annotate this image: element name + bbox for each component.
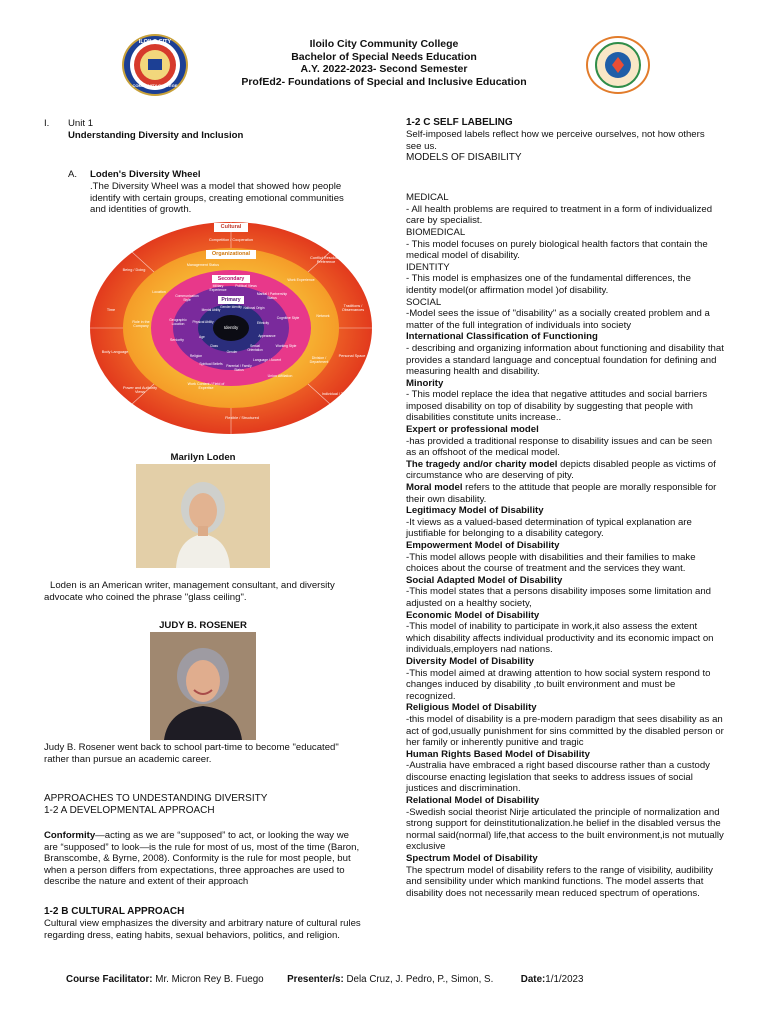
cultural-text: Cultural view emphasizes the diversity and arbitrary nature of cultural rules regarding dress, eating habits, sexual behaviors, politics, and religion. (44, 918, 361, 941)
footer (66, 974, 583, 986)
tragedy-model (406, 459, 724, 482)
wheel-pri-label: Mental Ability (201, 308, 221, 312)
wheel-sec-label: Parental / Family Status (226, 364, 252, 372)
facilitator-name: Mr. Micron Rey B. Fuego (152, 974, 264, 985)
model-title: Spectrum Model of Disability (406, 853, 538, 865)
model-text: -This model aimed at drawing attention to how social system respond to changes induced by disability ,to built environment and must be recognized. (406, 667, 711, 702)
model-text: -this model of disability is a pre-modern paradigm that sees disability as an act of god,usually punishment for sins committed by the disabled person or her family or inherently punitive and tragic (406, 713, 724, 749)
wheel-sec-label: Communication Style (175, 294, 199, 302)
model-title: Minority (406, 377, 444, 389)
wheel-sec-label: Military Experience (209, 284, 227, 292)
unit-subtitle: Understanding Diversity and Inclusion (68, 130, 244, 141)
loden-text: Loden is an American writer, management consultant, and diversity advocate who coined the phrase "glass ceiling". (44, 580, 335, 603)
course-name: ProfEd2- Foundations of Special and Inclusive Education (241, 75, 527, 88)
presenter-label: Presenter/s: (287, 974, 344, 985)
model-text: -Model sees the issue of "disability" as a socially created problem and a matter of the full integration of individuals into society (406, 308, 710, 331)
loden-photo (136, 464, 270, 568)
wheel-label-cultural: Cultural (220, 224, 242, 230)
model-text: -Australia have embraced a right based discourse rather than a custody discourse enacting legislation that seeks to address issues of social justices and discrimination. (406, 760, 710, 795)
conformity-paragraph (44, 830, 364, 888)
logo-bottom-text: COMMUNITY COLLEGE (132, 83, 178, 88)
program-logo (586, 36, 650, 94)
academic-year: A.Y. 2022-2023- Second Semester (300, 63, 468, 75)
model-text: -This model allows people with disabilities and their families to make choices about the course of treatment and the services they want. (406, 551, 696, 575)
model-title: Diversity Model of Disability (406, 655, 534, 667)
wheel-org-label: Division / Department (309, 356, 329, 364)
wheel-description: .The Diversity Wheel was a model that showed how people identify with certain groups, creating emotional communities and identities of growth. (90, 181, 344, 216)
wheel-pri-label: Gender Identity (220, 305, 242, 309)
wheel-sec-label: Cognitive Style (276, 316, 300, 320)
wheel-org-label: Work Content / Field of Expertise (187, 382, 225, 390)
model-title: BIOMEDICAL (406, 226, 466, 238)
model-title: SOCIAL (406, 296, 442, 308)
wheel-sec-label: Geographic Location (169, 318, 187, 326)
wheel-pri-label: Class (210, 344, 218, 348)
model-title: Social Adapted Model of Disability (406, 574, 563, 586)
wheel-sec-label: Spiritual Beliefs (199, 362, 223, 366)
wheel-pri-label: Sexual Orientation (247, 344, 263, 352)
wheel-outer-label: Traditions / Observances (341, 304, 365, 312)
model-text: The spectrum model of disability refers to the range of visibility, audibility and sensibility under which mankind functions. The model asserts that disability does not necessarily mean reduced spectrum of operations. (406, 864, 713, 899)
developmental-title: 1-2 A DEVELOPMENTAL APPROACH (44, 805, 215, 816)
wheel-outer-label: Conflict Resolution Preference (310, 256, 342, 264)
model-text: - All health problems are required to treatment in a form of individualized care by specialist. (406, 203, 713, 227)
model-title: Empowerment Model of Disability (406, 540, 560, 551)
wheel-org-label: Union Affiliation (267, 374, 293, 378)
model-title: Economic Model of Disability (406, 609, 540, 621)
wheel-label-primary: Primary (221, 297, 241, 303)
unit-title: Unit 1 (68, 118, 94, 129)
model-text: -This model states that a persons disability imposes some limitation and adjusted on a healthy society, (406, 586, 712, 609)
model-title: Religious Model of Disability (406, 702, 537, 714)
wheel-outer-label: Body Language (101, 350, 129, 354)
wheel-sec-label: Marital / Partnership Status (256, 292, 288, 300)
model-title: Legitimacy Model of Disability (406, 505, 544, 517)
unit-number: I. (44, 118, 50, 129)
conformity-label: Conformity (44, 830, 96, 841)
wheel-org-label: Seniority (170, 338, 184, 342)
model-text: - This model replace the idea that negative attitudes and social barriers imposed disability on top of disability by suggesting that people with disabilities constitute units increase.. (406, 389, 708, 424)
wheel-outer-label: Flexible / Structured (225, 416, 259, 420)
model-title: Human Rights Based Model of Disability (406, 748, 590, 760)
conformity-text: —acting as we are “supposed” to act, or looking the way we are “supposed” to look—is the rule for most of us, most of the time (Baron, Branscombe, & Byrne, 2008). Conformity is the rule for most people, but when a person differs from expectations, three approaches are used to describe the nature and extent of their approach (44, 830, 360, 888)
model-title: IDENTITY (406, 261, 450, 273)
wheel-pri-label: Appearance (258, 334, 276, 338)
models-title: MODELS OF DISABILITY (406, 152, 522, 164)
wheel-label-organizational: Organizational (211, 251, 251, 257)
moral-text: refers to the attitude that people are morally responsible for their own disability. (406, 482, 717, 505)
wheel-sec-label: Language / Accent (252, 358, 282, 362)
rosener-text: Judy B. Rosener went back to school part-time to become "educated" rather than pursue an academic career. (44, 742, 339, 765)
college-logo (122, 34, 188, 96)
diversity-wheel (88, 220, 374, 436)
self-labeling-text: Self-imposed labels reflect how we perceive ourselves, not how others see us. (406, 129, 705, 152)
wheel-outer-label: Personal Space (338, 354, 366, 358)
wheel-outer-label: Competition / Cooperation (208, 238, 254, 242)
model-text: -has provided a traditional response to disability issues and can be seen as an offshoot of the medical model. (406, 435, 713, 459)
header (200, 38, 568, 88)
college-name: Iloilo City Community College (309, 38, 459, 50)
tragedy-label: The tragedy and/or charity model (406, 458, 558, 470)
wheel-org-label: Location (152, 290, 166, 294)
wheel-label-identity: Identity (223, 325, 239, 330)
presenter-names: Dela Cruz, J. Pedro, P., Simon, S. (343, 974, 494, 985)
model-title: Relational Model of Disability (406, 795, 540, 807)
wheel-outer-label: Being / Doing (122, 268, 146, 272)
model-text: -This model of inability to participate in work,it also assess the extent which disability affects individual productivity and its economic impact on individuals,employers nad nations. (406, 621, 714, 656)
cultural-title: 1-2 B CULTURAL APPROACH (44, 906, 185, 917)
model-title: MEDICAL (406, 192, 449, 204)
model-text: - This model is emphasizes one of the fundamental differences, the identity model(or affirmation model )of disability. (406, 273, 691, 296)
wheel-sec-label: Working Style (275, 344, 297, 348)
wheel-pri-label: Age (199, 335, 205, 339)
right-column (406, 117, 724, 899)
wheel-pri-label: Physical Ability (192, 320, 214, 324)
date-value: 1/1/2023 (545, 974, 584, 985)
tragedy-text: depicts disabled people as victims of circumstance who are deserving of pity. (406, 458, 716, 482)
moral-model (406, 482, 724, 505)
wheel-title: Loden's Diversity Wheel (90, 169, 201, 180)
approaches-title: APPROACHES TO UNDESTANDING DIVERSITY (44, 793, 268, 804)
wheel-pri-label: National Origin (243, 306, 265, 310)
wheel-pri-label: Gender (226, 350, 238, 354)
self-labeling-title: 1-2 C SELF LABELING (406, 117, 513, 128)
wheel-sec-label: Religion (189, 354, 203, 358)
wheel-org-label: Management Status (186, 263, 220, 267)
facilitator-label: Course Facilitator: (66, 974, 153, 985)
wheel-org-label: Role in the Company (132, 320, 150, 328)
loden-name: Marilyn Loden (170, 452, 236, 463)
wheel-outer-label: Time (106, 308, 116, 312)
moral-label: Moral model (406, 482, 463, 494)
model-title: International Classification of Functioning (406, 331, 598, 343)
model-text: - This model focuses on purely biological health factors that contain the medical model of disability. (406, 238, 708, 262)
wheel-label-secondary: Secondary (217, 276, 245, 282)
model-text: -Swedish social theorist Nirje articulated the principle of normalization and strong support for deinstitutionalization.he belief in the disabled versus the normal said(normal) life,that access to the built environment,is not mutually exclusive (406, 806, 724, 853)
wheel-org-label: Work Experience (287, 278, 315, 282)
wheel-org-label: Network (316, 314, 330, 318)
model-text: -It views as a valued-based determination of typical explanation are justifiable for belonging to a disability category. (406, 516, 692, 540)
logo-top-text: ILOILO CITY (138, 39, 172, 45)
wheel-outer-label: Individual / Team (321, 392, 351, 396)
wheel-pri-label: Ethnicity (256, 321, 270, 325)
rosener-name: JUDY B. ROSENER (159, 620, 247, 631)
wheel-outer-label: Power and Authority Views (123, 386, 157, 394)
section-a-label: A. (68, 169, 78, 180)
date-label: Date: (520, 974, 546, 985)
model-text: - describing and organizing information about functioning and disability that provides a standard language and conceptual foundation for defining and measuring health and disability. (406, 342, 724, 378)
rosener-photo (150, 632, 256, 740)
wheel-sec-label: Political Views (235, 284, 257, 288)
program-name: Bachelor of Special Needs Education (291, 50, 477, 63)
model-title: Expert or professional model (406, 424, 539, 436)
